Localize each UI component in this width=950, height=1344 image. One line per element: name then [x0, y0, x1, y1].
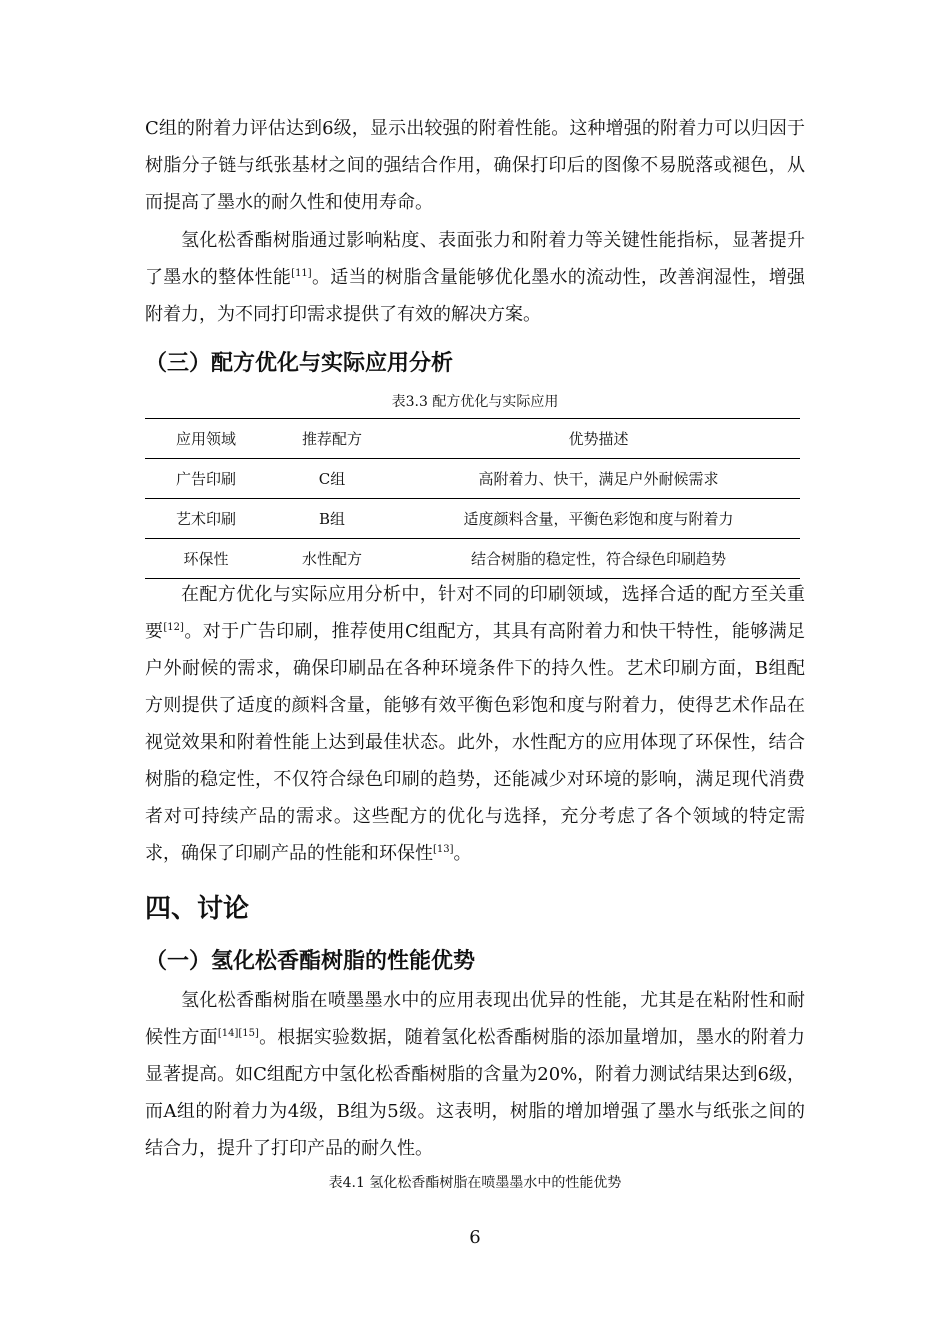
paragraph-adhesion-c: C组的附着力评估达到6级，显示出较强的附着性能。这种增强的附着力可以归因于树脂分子链与纸张基材之间的强结合作用，确保打印后的图像不易脱落或褪色，从而提高了墨水的耐久性和使用寿命。: [145, 118, 805, 213]
paragraph-text: 在配方优化与实际应用分析中，针对不同的印刷领域，选择合适的配方至关重要: [145, 584, 805, 642]
section-heading-4: 四、讨论: [145, 894, 250, 924]
table-row: [145, 539, 800, 579]
table-cell: 艺术印刷: [145, 499, 267, 539]
table-caption-4-1: 表4.1 氢化松香酯树脂在喷墨墨水中的性能优势: [328, 1175, 622, 1191]
page-number: 6: [469, 1227, 481, 1248]
paragraph-text: 。: [453, 843, 472, 864]
table-cell: 结合树脂的稳定性，符合绿色印刷趋势: [397, 539, 800, 579]
table-cell: C组: [267, 459, 397, 499]
table-cell: 高附着力、快干，满足户外耐候需求: [397, 459, 800, 499]
paragraph-performance-advantage: [145, 982, 805, 1167]
paragraph-formulation-analysis: [145, 576, 805, 872]
paragraph-text: 。根据实验数据，随着氢化松香酯树脂的添加量增加，墨水的附着力显著提高。如C组配方中氢化松香酯树脂的含量为20%，附着力测试结果达到6级，而A组的附着力为4级，B组为5级。这表明，树脂的增加增强了墨水与纸张之间的结合力，提升了打印产品的耐久性。: [145, 1027, 806, 1159]
section-heading-3-3: （三）配方优化与实际应用分析: [145, 351, 454, 376]
paragraph-resin-overall: [145, 222, 805, 333]
citation-ref: [13]: [433, 844, 454, 855]
table-row: [145, 499, 800, 539]
table-caption-3-3: 表3.3 配方优化与实际应用: [391, 394, 559, 410]
table-cell: B组: [267, 499, 397, 539]
table-header-cell: 优势描述: [397, 419, 800, 459]
paragraph-text: 。对于广告印刷，推荐使用C组配方，其具有高附着力和快干特性，能够满足户外耐候的需求，确保印刷品在各种环境条件下的持久性。艺术印刷方面，B组配方则提供了适度的颜料含量，能够有效平衡色彩饱和度与附着力，使得艺术作品在视觉效果和附着性能上达到最佳状态。此外，水性配方的应用体现了环保性，结合树脂的稳定性，不仅符合绿色印刷的趋势，还能减少对环境的影响，满足现代消费者对可持续产品的需求。这些配方的优化与选择，充分考虑了各个领域的特定需求，确保了印刷产品的性能和环保性: [145, 621, 806, 864]
table-header-row: [145, 419, 800, 459]
formulation-table: [145, 418, 800, 579]
table-cell: 水性配方: [267, 539, 397, 579]
paragraph-text: 氢化松香酯树脂在喷墨墨水中的应用表现出优异的性能，尤其是在粘附性和耐候性方面: [145, 990, 805, 1048]
table-cell: 环保性: [145, 539, 267, 579]
table-cell: 适度颜料含量，平衡色彩饱和度与附着力: [397, 499, 800, 539]
table-row: [145, 459, 800, 499]
table-header-cell: 推荐配方: [267, 419, 397, 459]
section-heading-4-1: （一）氢化松香酯树脂的性能优势: [145, 949, 476, 974]
citation-ref: [12]: [163, 622, 184, 633]
paragraph-text: 。适当的树脂含量能够优化墨水的流动性，改善润湿性，增强附着力，为不同打印需求提供了有效的解决方案。: [145, 267, 806, 325]
citation-ref: [11]: [291, 268, 312, 279]
paragraph-text: 氢化松香酯树脂通过影响粘度、表面张力和附着力等关键性能指标，显著提升了墨水的整体性能: [145, 230, 805, 288]
table-header-cell: 应用领域: [145, 419, 267, 459]
table-cell: 广告印刷: [145, 459, 267, 499]
citation-ref: [14][15]: [217, 1028, 259, 1039]
